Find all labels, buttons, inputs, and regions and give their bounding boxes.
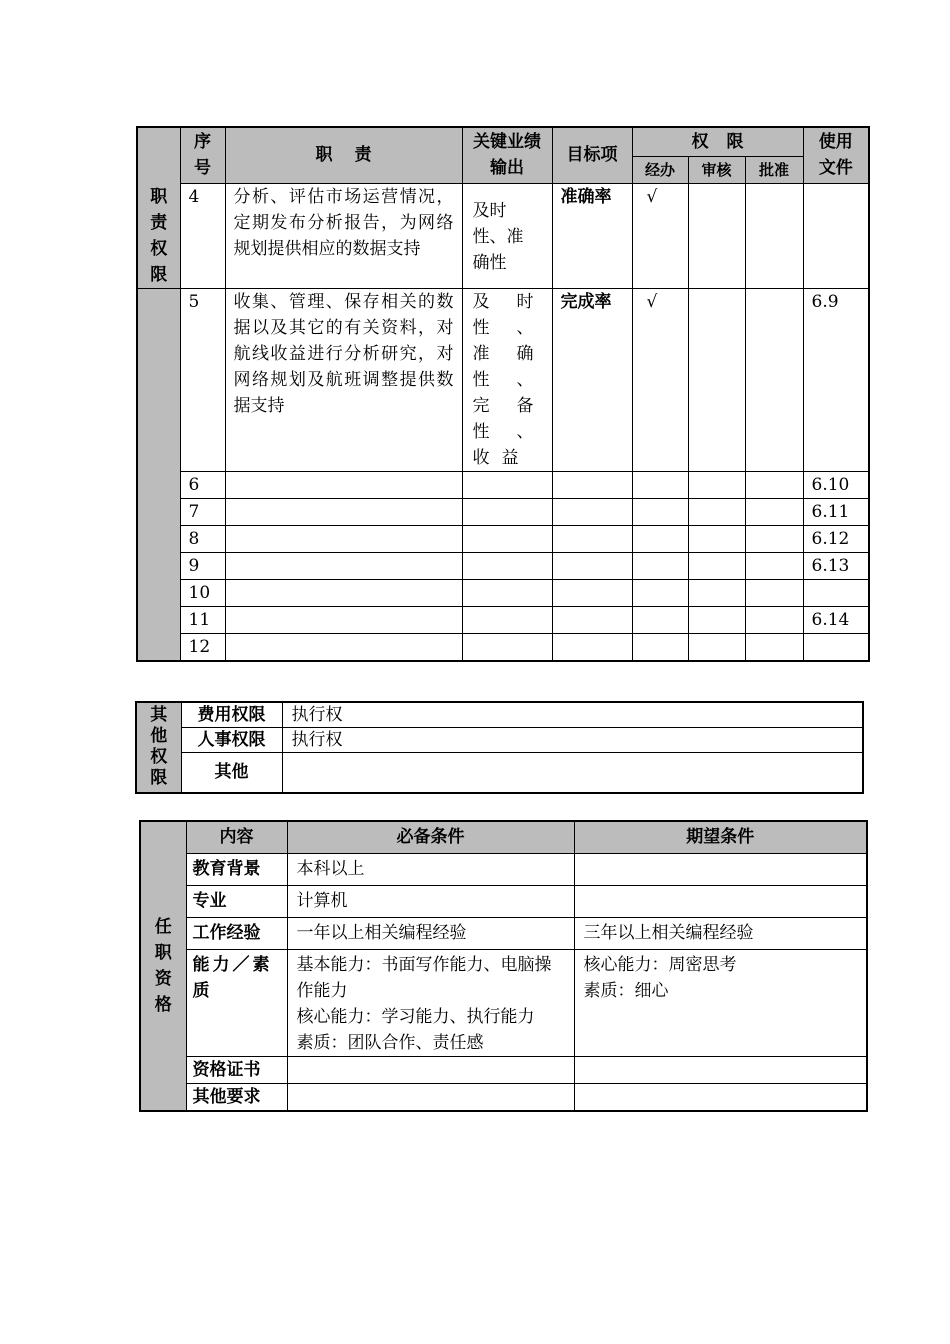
row-review (688, 288, 745, 471)
row-kpi: 及时性、准确性、完备性、收益 (462, 288, 552, 471)
header-expected: 期望条件 (574, 821, 867, 853)
duties-side-filler (137, 288, 180, 661)
header-handle: 经办 (632, 156, 688, 183)
row-review (688, 579, 745, 606)
row-label: 人事权限 (181, 728, 282, 753)
row-kpi (462, 525, 552, 552)
row-duty (225, 633, 462, 661)
row-value: 执行权 (282, 728, 863, 753)
row-required (287, 1083, 574, 1111)
row-seq: 11 (180, 606, 225, 633)
header-authority: 权 限 (632, 127, 803, 156)
table-row (136, 728, 863, 753)
row-approve (745, 498, 803, 525)
row-label: 工作经验 (186, 917, 287, 949)
row-required: 本科以上 (287, 853, 574, 885)
row-seq: 5 (180, 288, 225, 471)
row-duty (225, 471, 462, 498)
table-row (140, 949, 867, 1056)
row-approve (745, 288, 803, 471)
row-target (552, 498, 632, 525)
row-review (688, 471, 745, 498)
row-handle (632, 633, 688, 661)
row-label: 教育背景 (186, 853, 287, 885)
row-review (688, 183, 745, 288)
row-handle (632, 498, 688, 525)
row-target: 完成率 (552, 288, 632, 471)
row-seq: 6 (180, 471, 225, 498)
row-expected (574, 1083, 867, 1111)
row-approve (745, 606, 803, 633)
row-target (552, 525, 632, 552)
table-row (136, 702, 863, 728)
row-seq: 12 (180, 633, 225, 661)
row-label: 其他 (181, 753, 282, 793)
row-label: 其他要求 (186, 1083, 287, 1111)
table-row (137, 552, 869, 579)
table-row (136, 753, 863, 793)
row-review (688, 525, 745, 552)
header-required: 必备条件 (287, 821, 574, 853)
table-row (137, 183, 869, 288)
table-row (137, 579, 869, 606)
header-duty: 职 责 (225, 127, 462, 183)
row-docs: 6.9 (803, 288, 869, 471)
row-expected (574, 949, 867, 1056)
row-seq: 8 (180, 525, 225, 552)
row-handle (632, 579, 688, 606)
table-row (137, 498, 869, 525)
row-target (552, 471, 632, 498)
row-target (552, 552, 632, 579)
row-expected: 三年以上相关编程经验 (574, 917, 867, 949)
table-row (137, 525, 869, 552)
row-docs (803, 579, 869, 606)
row-target (552, 606, 632, 633)
row-review (688, 633, 745, 661)
row-seq: 7 (180, 498, 225, 525)
table-row (140, 1083, 867, 1111)
row-kpi (462, 498, 552, 525)
header-content: 内容 (186, 821, 287, 853)
row-approve (745, 552, 803, 579)
row-handle (632, 525, 688, 552)
required-line: 基本能力：书面写作能力、电脑操作能力 (296, 954, 552, 1001)
row-target: 准确率 (552, 183, 632, 288)
duties-side-label: 职责权限 (137, 127, 180, 288)
header-review: 审核 (688, 156, 745, 183)
row-review (688, 498, 745, 525)
row-kpi (462, 633, 552, 661)
row-value: 执行权 (282, 702, 863, 728)
table-row (140, 885, 867, 917)
row-seq: 4 (180, 183, 225, 288)
table-row (140, 1056, 867, 1083)
row-docs (803, 183, 869, 288)
row-handle (632, 606, 688, 633)
table-row (137, 288, 869, 471)
row-duty: 收集、管理、保存相关的数据以及其它的有关资料，对航线收益进行分析研究，对网络规划及航班调整提供数据支持 (225, 288, 462, 471)
row-kpi (462, 579, 552, 606)
row-kpi: 及时性、准确性 (462, 183, 552, 288)
row-approve (745, 183, 803, 288)
row-approve (745, 471, 803, 498)
qualifications-table (139, 820, 868, 1112)
row-docs: 6.14 (803, 606, 869, 633)
header-approve: 批准 (745, 156, 803, 183)
expected-line: 素质：细心 (583, 980, 669, 1001)
table-row (140, 917, 867, 949)
row-duty (225, 498, 462, 525)
row-handle: √ (632, 183, 688, 288)
row-kpi (462, 606, 552, 633)
header-seq: 序号 (180, 127, 225, 183)
row-docs: 6.13 (803, 552, 869, 579)
row-docs: 6.10 (803, 471, 869, 498)
row-value (282, 753, 863, 793)
row-duty: 分析、评估市场运营情况，定期发布分析报告，为网络规划提供相应的数据支持 (225, 183, 462, 288)
row-review (688, 606, 745, 633)
row-duty (225, 579, 462, 606)
qualifications-side-label: 任职资格 (140, 821, 186, 1111)
row-approve (745, 579, 803, 606)
row-label: 费用权限 (181, 702, 282, 728)
table-row (137, 606, 869, 633)
row-handle: √ (632, 288, 688, 471)
expected-line: 核心能力：周密思考 (583, 954, 737, 975)
row-review (688, 552, 745, 579)
required-line: 核心能力：学习能力、执行能力 (296, 1006, 535, 1027)
table-row (140, 853, 867, 885)
row-expected (574, 1056, 867, 1083)
header-target: 目标项 (552, 127, 632, 183)
row-duty (225, 552, 462, 579)
row-required (287, 949, 574, 1056)
row-kpi (462, 471, 552, 498)
row-duty (225, 606, 462, 633)
row-duty (225, 525, 462, 552)
row-approve (745, 525, 803, 552)
table-row (137, 471, 869, 498)
row-label: 资格证书 (186, 1056, 287, 1083)
row-required: 一年以上相关编程经验 (287, 917, 574, 949)
row-label: 专业 (186, 885, 287, 917)
duties-table (136, 126, 870, 662)
row-docs: 6.11 (803, 498, 869, 525)
row-label: 能力／素质 (186, 949, 287, 1056)
row-target (552, 633, 632, 661)
row-seq: 10 (180, 579, 225, 606)
row-target (552, 579, 632, 606)
row-expected (574, 853, 867, 885)
row-kpi (462, 552, 552, 579)
row-required (287, 1056, 574, 1083)
row-approve (745, 633, 803, 661)
row-required: 计算机 (287, 885, 574, 917)
row-docs: 6.12 (803, 525, 869, 552)
header-kpi: 关键业绩输出 (462, 127, 552, 183)
required-line: 素质：团队合作、责任感 (296, 1032, 484, 1053)
header-docs: 使用文件 (803, 127, 869, 183)
table-row (137, 633, 869, 661)
other-authority-side-label: 其他权限 (136, 702, 181, 793)
row-handle (632, 471, 688, 498)
other-authority-table (135, 701, 864, 794)
row-seq: 9 (180, 552, 225, 579)
row-docs (803, 633, 869, 661)
row-handle (632, 552, 688, 579)
row-expected (574, 885, 867, 917)
